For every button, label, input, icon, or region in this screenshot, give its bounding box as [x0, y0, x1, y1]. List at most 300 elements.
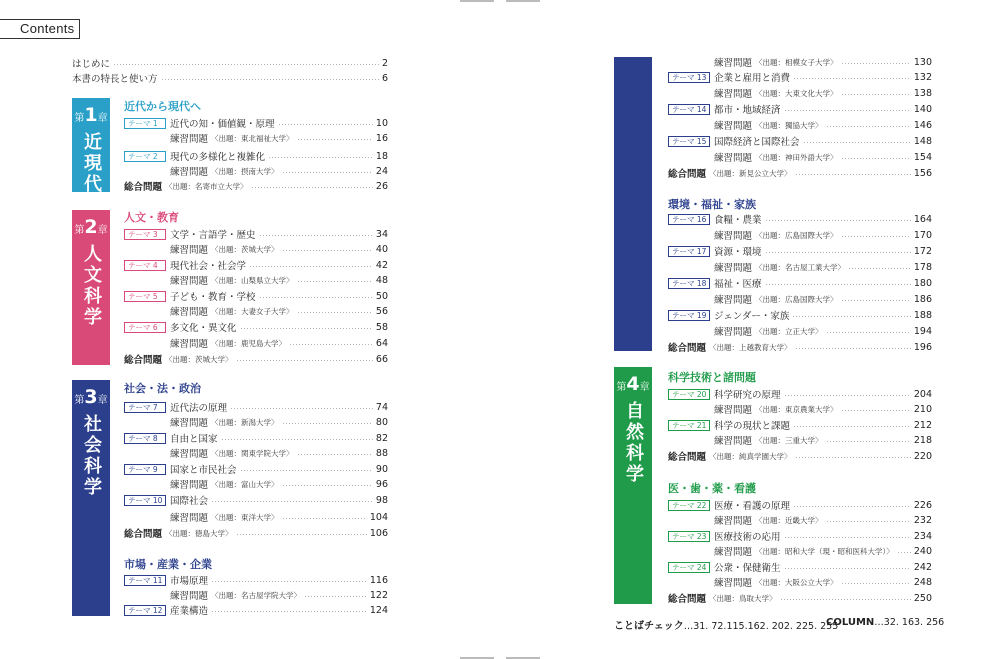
leader-dots	[841, 410, 911, 411]
entry-title: 練習問題	[714, 405, 753, 416]
page-number: 2	[381, 57, 388, 69]
exam-source: 〈出題：関東学院大学〉	[211, 448, 294, 458]
page-number: 132	[913, 71, 932, 83]
page-number: 180	[913, 277, 932, 289]
entry-title: 練習問題	[714, 89, 753, 100]
exam-source: 〈出題：名古屋工業大学〉	[755, 262, 846, 272]
exam-source: 〈出題：広島国際大学〉	[755, 294, 838, 304]
entry-title: 練習問題	[170, 134, 209, 145]
theme-badge: テーマ 23	[668, 531, 710, 542]
entry-title: 練習問題	[170, 167, 209, 178]
page-number: 164	[913, 213, 932, 225]
entry-title: 練習問題	[170, 449, 209, 460]
page-number: 156	[913, 167, 932, 179]
entry-title: 練習問題	[714, 153, 753, 164]
exercise-row[interactable]	[668, 402, 932, 416]
entry-title: 産業構造	[170, 606, 209, 617]
exam-source: 〈出題：東京農業大学〉	[755, 404, 838, 414]
theme-row[interactable]	[124, 462, 388, 476]
leader-dots	[278, 124, 373, 125]
exam-source: 〈出題：徳島大学〉	[165, 528, 233, 538]
entry-title: 練習問題	[170, 591, 209, 602]
leader-dots	[282, 518, 367, 519]
exam-source: 〈出題：東北福祉大学〉	[211, 133, 294, 143]
theme-badge: テーマ 10	[124, 495, 166, 506]
page-number: 130	[913, 56, 932, 68]
leader-dots	[765, 220, 911, 221]
leader-dots	[841, 583, 911, 584]
entry-title: 総合問題	[124, 529, 163, 540]
contents-tab: Contents	[0, 19, 80, 39]
section-heading: 医・歯・薬・看護	[668, 482, 756, 495]
page-number: 172	[913, 245, 932, 257]
exercise-row[interactable]	[124, 415, 388, 429]
entry-title: 練習問題	[170, 245, 209, 256]
leader-dots	[297, 139, 373, 140]
leader-dots	[803, 142, 911, 143]
exam-source: 〈出題：摂南大学〉	[211, 166, 279, 176]
exam-source: 〈出題：神田外語大学〉	[755, 152, 838, 162]
page-number: 80	[375, 416, 388, 428]
theme-row[interactable]	[668, 102, 932, 116]
page-number: 42	[375, 259, 388, 271]
exam-source: 〈出題：茨城大学〉	[165, 354, 233, 364]
leader-dots	[841, 158, 911, 159]
leader-dots	[793, 78, 911, 79]
theme-row[interactable]	[124, 289, 388, 303]
entry-title: 練習問題	[170, 339, 209, 350]
leader-dots	[289, 344, 373, 345]
exam-source: 〈出題：近畿大学〉	[755, 515, 823, 525]
page-number: 90	[375, 463, 388, 475]
page-number: 250	[913, 592, 932, 604]
leader-dots	[221, 439, 373, 440]
exercise-row[interactable]	[668, 55, 932, 69]
entry-title: 練習問題	[714, 295, 753, 306]
page-number: 116	[369, 574, 388, 586]
exercise-row[interactable]	[668, 260, 932, 274]
entry-title: 練習問題	[714, 516, 753, 527]
theme-row[interactable]	[668, 276, 932, 290]
exam-source: 〈出題：新潟大学〉	[211, 417, 279, 427]
theme-badge: テーマ 17	[668, 246, 710, 257]
entry-title: 医療・看護の原理	[714, 501, 791, 512]
leader-dots	[240, 328, 373, 329]
exercise-row[interactable]	[668, 575, 932, 589]
summary-exercise-row[interactable]	[124, 526, 388, 540]
chapter-block[interactable]	[614, 367, 652, 604]
entry-title: 国際社会	[170, 496, 209, 507]
exam-source: 〈出題：昭和大学（現・昭和医科大学）〉	[755, 546, 894, 556]
theme-row[interactable]	[668, 418, 932, 432]
exercise-row[interactable]	[668, 118, 932, 132]
leader-dots	[249, 266, 373, 267]
entry-title: 近代の知・価値観・原理	[170, 119, 275, 130]
page-number: 188	[913, 309, 932, 321]
theme-row[interactable]	[668, 134, 932, 148]
exercise-row[interactable]	[124, 242, 388, 256]
page-number: 88	[375, 447, 388, 459]
theme-row[interactable]	[668, 498, 932, 512]
theme-row[interactable]	[124, 431, 388, 445]
page-number: 58	[375, 321, 388, 333]
page-number: 34	[375, 228, 388, 240]
column-label: COLUMN	[826, 617, 875, 628]
leader-dots	[211, 611, 367, 612]
exam-source: 〈出題：山梨県立大学〉	[211, 275, 294, 285]
exam-source: 〈出題：名古屋学院大学〉	[211, 590, 302, 600]
page-number: 74	[375, 401, 388, 413]
page-number: 104	[369, 511, 388, 523]
exam-source: 〈出題：大妻女子大学〉	[211, 306, 294, 316]
entry-title: 練習問題	[714, 436, 753, 447]
leader-dots	[841, 300, 911, 301]
exercise-row[interactable]	[668, 150, 932, 164]
theme-row[interactable]	[124, 320, 388, 334]
theme-badge: テーマ 20	[668, 389, 710, 400]
page-number: 204	[913, 388, 932, 400]
page-number: 248	[913, 576, 932, 588]
exam-source: 〈出題：茨城大学〉	[211, 244, 279, 254]
page-number: 210	[913, 403, 932, 415]
chapter-label: 第3章	[74, 386, 108, 408]
kotoba-pages: …31. 72.115.162. 202. 225. 255	[683, 621, 839, 632]
leader-dots	[236, 360, 373, 361]
theme-badge: テーマ 15	[668, 136, 710, 147]
kotoba-check[interactable]	[614, 617, 838, 632]
leader-dots	[282, 250, 373, 251]
chapter-name: 近現代	[81, 132, 102, 195]
leader-dots	[236, 534, 367, 535]
theme-badge: テーマ 5	[124, 291, 166, 302]
entry-title: 公衆・保健衛生	[714, 563, 781, 574]
entry-title: 現代社会・社会学	[170, 261, 247, 272]
entry-title: 総合問題	[124, 182, 163, 193]
leader-dots	[826, 441, 911, 442]
theme-row[interactable]	[668, 308, 932, 322]
page-number: 106	[369, 527, 388, 539]
exam-source: 〈出題：名寄市立大学〉	[165, 181, 248, 191]
theme-row[interactable]	[124, 227, 388, 241]
exam-source: 〈出題：富山大学〉	[211, 479, 279, 489]
page-number: 186	[913, 293, 932, 305]
entry-title: 練習問題	[170, 418, 209, 429]
leader-dots	[297, 454, 373, 455]
chapter-block[interactable]	[72, 380, 110, 616]
chapter-label: 第4章	[616, 373, 650, 395]
page-number: 218	[913, 434, 932, 446]
theme-badge: テーマ 18	[668, 278, 710, 289]
exercise-row[interactable]	[668, 433, 932, 447]
summary-exercise-row[interactable]	[668, 591, 932, 605]
chapter-block-continued	[614, 57, 652, 351]
leader-dots	[765, 252, 911, 253]
leader-dots	[251, 187, 373, 188]
column-list[interactable]	[826, 617, 944, 628]
entry-title: 都市・地域経済	[714, 105, 781, 116]
entry-title: 練習問題	[714, 121, 753, 132]
page-number: 234	[913, 530, 932, 542]
leader-dots	[784, 110, 911, 111]
summary-exercise-row[interactable]	[124, 179, 388, 193]
section-heading: 近代から現代へ	[124, 100, 201, 113]
entry-title: 本書の特長と使い方	[72, 74, 158, 85]
entry-title: 資源・環境	[714, 247, 762, 258]
theme-badge: テーマ 4	[124, 260, 166, 271]
leader-dots	[297, 312, 373, 313]
theme-row[interactable]	[668, 212, 932, 226]
exam-source: 〈出題：東洋大学〉	[211, 512, 279, 522]
page-number: 124	[369, 604, 388, 616]
entry-title: 福祉・医療	[714, 279, 762, 290]
exam-source: 〈出題：獨協大学〉	[755, 120, 823, 130]
theme-badge: テーマ 6	[124, 322, 166, 333]
theme-badge: テーマ 16	[668, 214, 710, 225]
page-number: 212	[913, 419, 932, 431]
entry-title: 練習問題	[714, 547, 753, 558]
entry-title: 練習問題	[714, 578, 753, 589]
entry-title: 子ども・教育・学校	[170, 292, 256, 303]
entry-title: はじめに	[72, 59, 111, 70]
page-number: 232	[913, 514, 932, 526]
page-number: 122	[369, 589, 388, 601]
theme-badge: テーマ 14	[668, 104, 710, 115]
entry-title: 練習問題	[714, 263, 753, 274]
chapter-block[interactable]	[72, 210, 110, 365]
toc-column-right	[668, 0, 932, 659]
entry-title: 近代法の原理	[170, 403, 228, 414]
exercise-row[interactable]	[668, 86, 932, 100]
entry-title: 文学・言語学・歴史	[170, 230, 256, 241]
entry-title: 総合問題	[668, 343, 707, 354]
page-number: 48	[375, 274, 388, 286]
leader-dots	[765, 284, 911, 285]
leader-dots	[784, 395, 911, 396]
leader-dots	[826, 126, 911, 127]
exercise-row[interactable]	[124, 273, 388, 287]
theme-row[interactable]	[124, 149, 388, 163]
theme-badge: テーマ 11	[124, 575, 166, 586]
exercise-row[interactable]	[124, 446, 388, 460]
leader-dots	[268, 157, 373, 158]
page-number: 148	[913, 135, 932, 147]
leader-dots	[793, 506, 911, 507]
leader-dots	[230, 408, 373, 409]
leader-dots	[784, 537, 911, 538]
exam-source: 〈出題：大東文化大学〉	[755, 88, 838, 98]
exam-source: 〈出題：三重大学〉	[755, 435, 823, 445]
theme-badge: テーマ 13	[668, 72, 710, 83]
chapter-block[interactable]	[72, 98, 110, 195]
leader-dots	[841, 236, 911, 237]
leader-dots	[259, 297, 373, 298]
exercise-row[interactable]	[668, 513, 932, 527]
exercise-row[interactable]	[668, 292, 932, 306]
exam-source: 〈出題：広島国際大学〉	[755, 230, 838, 240]
section-heading: 科学技術と諸問題	[668, 371, 756, 384]
entry-title: 練習問題	[714, 231, 753, 242]
page-number: 66	[375, 353, 388, 365]
page-number: 24	[375, 165, 388, 177]
theme-badge: テーマ 19	[668, 310, 710, 321]
exercise-row[interactable]	[668, 324, 932, 338]
theme-row[interactable]	[668, 560, 932, 574]
theme-badge: テーマ 12	[124, 605, 166, 616]
page-number: 220	[913, 450, 932, 462]
section-heading: 社会・法・政治	[124, 382, 201, 395]
page-number: 56	[375, 305, 388, 317]
leader-dots	[793, 426, 911, 427]
page-number: 98	[375, 494, 388, 506]
page-number: 64	[375, 337, 388, 349]
entry-title: 市場原理	[170, 576, 209, 587]
entry-title: 科学研究の原理	[714, 390, 781, 401]
leader-dots	[826, 521, 911, 522]
leader-dots	[211, 581, 367, 582]
entry-title: 国際経済と国際社会	[714, 137, 800, 148]
exercise-row[interactable]	[124, 336, 388, 350]
summary-exercise-row[interactable]	[668, 166, 932, 180]
entry-title: 練習問題	[170, 276, 209, 287]
leader-dots	[304, 596, 367, 597]
exercise-row[interactable]	[124, 588, 388, 602]
page-number: 178	[913, 261, 932, 273]
page-number: 82	[375, 432, 388, 444]
section-heading: 環境・福祉・家族	[668, 198, 756, 211]
leader-dots	[792, 316, 910, 317]
entry-title: 企業と雇用と消費	[714, 73, 791, 84]
theme-row[interactable]	[124, 400, 388, 414]
theme-row[interactable]	[124, 116, 388, 130]
leader-dots	[282, 172, 373, 173]
entry-title: 科学の現状と課題	[714, 421, 791, 432]
leader-dots	[297, 281, 373, 282]
page-number: 40	[375, 243, 388, 255]
leader-dots	[826, 332, 911, 333]
summary-exercise-row[interactable]	[124, 352, 388, 366]
theme-row[interactable]	[124, 603, 388, 617]
page-number: 194	[913, 325, 932, 337]
exercise-row[interactable]	[668, 228, 932, 242]
page-number: 10	[375, 117, 388, 129]
theme-badge: テーマ 2	[124, 151, 166, 162]
summary-exercise-row[interactable]	[668, 340, 932, 354]
exam-source: 〈出題：新見公立大学〉	[709, 168, 792, 178]
toc-column-left	[124, 0, 388, 659]
page-number: 146	[913, 119, 932, 131]
summary-exercise-row[interactable]	[668, 449, 932, 463]
page-number: 16	[375, 132, 388, 144]
entry-title: ジェンダー・家族	[714, 311, 790, 322]
entry-title: 練習問題	[170, 480, 209, 491]
theme-row[interactable]	[668, 70, 932, 84]
page-number: 240	[913, 545, 932, 557]
exam-source: 〈出題：立正大学〉	[755, 326, 823, 336]
entry-title: 食糧・農業	[714, 215, 762, 226]
entry-title: 総合問題	[668, 452, 707, 463]
entry-title: 自由と国家	[170, 434, 218, 445]
exam-source: 〈出題：上越教育大学〉	[709, 342, 792, 352]
page-number: 18	[375, 150, 388, 162]
exam-source: 〈出題：相模女子大学〉	[755, 57, 838, 67]
exercise-row[interactable]	[124, 131, 388, 145]
theme-row[interactable]	[124, 493, 388, 507]
theme-badge: テーマ 21	[668, 420, 710, 431]
exercise-row[interactable]	[124, 510, 388, 524]
exercise-row[interactable]	[124, 164, 388, 178]
page-number: 242	[913, 561, 932, 573]
page-number: 6	[381, 72, 388, 84]
entry-title: 多文化・異文化	[170, 323, 237, 334]
page-number: 138	[913, 87, 932, 99]
theme-row[interactable]	[668, 387, 932, 401]
leader-dots	[282, 423, 373, 424]
exam-source: 〈出題：大阪公立大学〉	[755, 577, 838, 587]
theme-row[interactable]	[124, 258, 388, 272]
exam-source: 〈出題：鹿児島大学〉	[211, 338, 287, 348]
leader-dots	[795, 348, 911, 349]
chapter-name: 人文科学	[81, 244, 102, 328]
exercise-row[interactable]	[668, 544, 932, 558]
leader-dots	[211, 501, 373, 502]
theme-badge: テーマ 8	[124, 433, 166, 444]
theme-badge: テーマ 7	[124, 402, 166, 413]
theme-row[interactable]	[668, 529, 932, 543]
theme-badge: テーマ 9	[124, 464, 166, 475]
theme-badge: テーマ 24	[668, 562, 710, 573]
chapter-name: 自然科学	[623, 401, 644, 485]
page-number: 154	[913, 151, 932, 163]
entry-title: 練習問題	[170, 513, 209, 524]
page-number: 226	[913, 499, 932, 511]
page-number: 170	[913, 229, 932, 241]
leader-dots	[897, 552, 911, 553]
crop-mark	[506, 0, 540, 2]
column-pages: …32. 163. 256	[874, 617, 945, 628]
exam-source: 〈出題：鳥取大学〉	[709, 593, 777, 603]
exercise-row[interactable]	[124, 477, 388, 491]
chapter-label: 第1章	[74, 104, 108, 126]
leader-dots	[259, 235, 373, 236]
entry-title: 総合問題	[124, 355, 163, 366]
theme-badge: テーマ 1	[124, 118, 166, 129]
theme-badge: テーマ 22	[668, 500, 710, 511]
entry-title: 国家と市民社会	[170, 465, 237, 476]
leader-dots	[240, 470, 373, 471]
leader-dots	[780, 599, 911, 600]
leader-dots	[841, 94, 911, 95]
entry-title: 現代の多様化と複雑化	[170, 152, 266, 163]
section-heading: 人文・教育	[124, 211, 179, 224]
chapter-name: 社会科学	[81, 414, 102, 498]
crop-mark	[460, 0, 494, 2]
entry-title: 医療技術の応用	[714, 532, 781, 543]
leader-dots	[282, 485, 373, 486]
chapter-label: 第2章	[74, 216, 108, 238]
theme-row[interactable]	[668, 244, 932, 258]
page-number: 26	[375, 180, 388, 192]
page-number: 196	[913, 341, 932, 353]
leader-dots	[795, 174, 911, 175]
leader-dots	[848, 268, 911, 269]
entry-title: 総合問題	[668, 594, 707, 605]
exam-source: 〈出題：純真学園大学〉	[709, 451, 792, 461]
exercise-row[interactable]	[124, 304, 388, 318]
entry-title: 練習問題	[714, 327, 753, 338]
entry-title: 練習問題	[170, 307, 209, 318]
theme-row[interactable]	[124, 573, 388, 587]
theme-badge: テーマ 3	[124, 229, 166, 240]
